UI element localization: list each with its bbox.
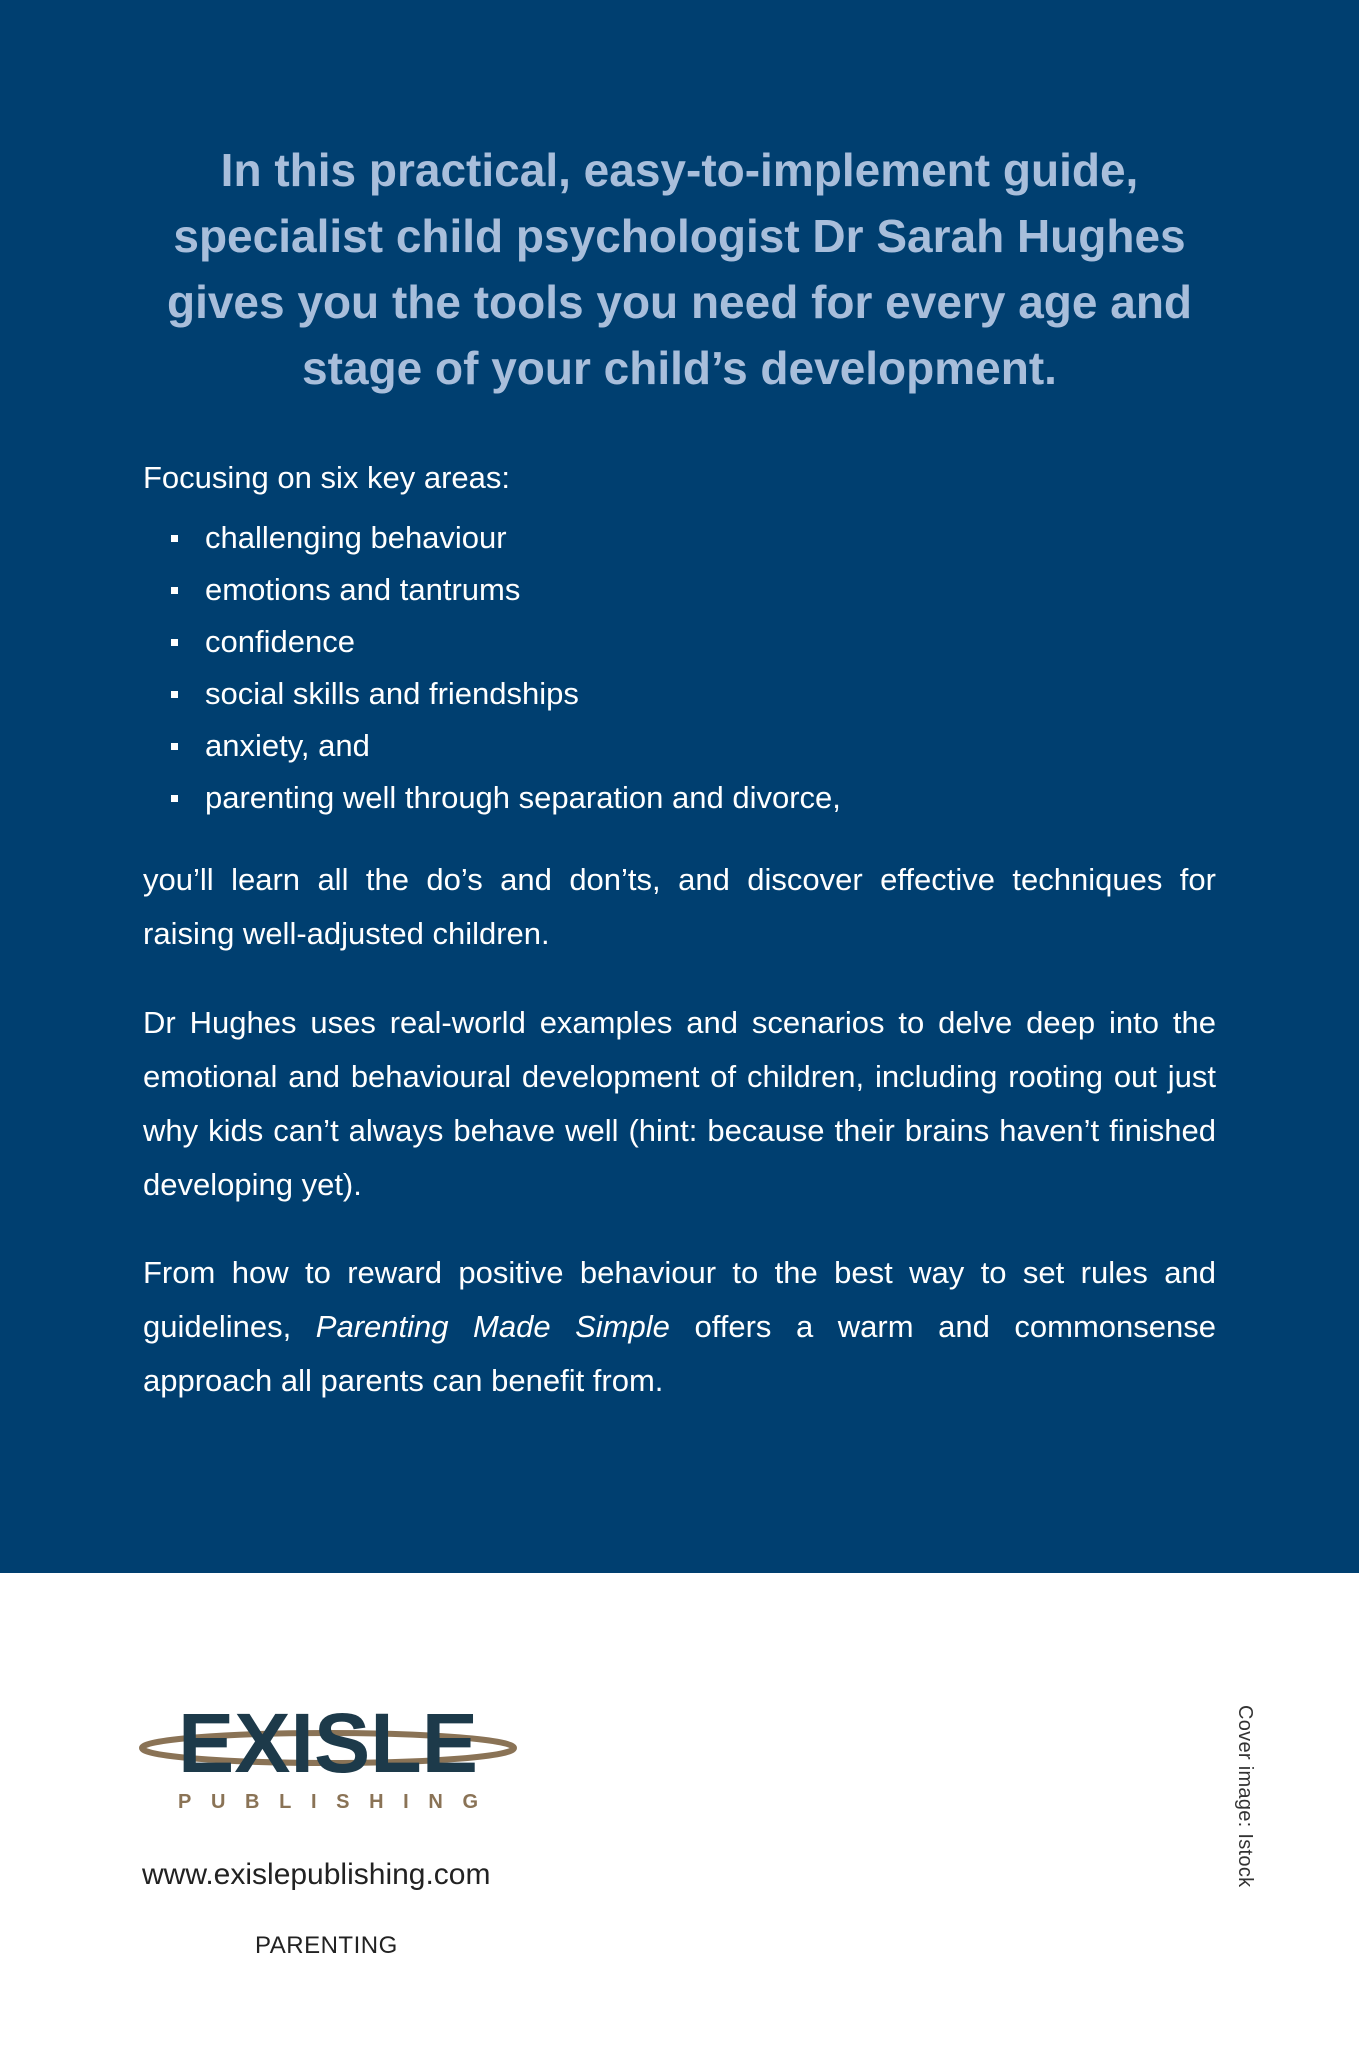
list-item: social skills and friendships (143, 668, 1216, 720)
list-item: anxiety, and (143, 720, 1216, 772)
publisher-website[interactable]: www.exislepublishing.com (142, 1858, 491, 1891)
list-item: emotions and tantrums (143, 564, 1216, 616)
lead-statement: In this practical, easy-to-implement guide, specialist child psychologist Dr Sarah Hughes gives you the tools you need for every age and stage of your child’s development. (166, 144, 1193, 394)
cover-image-credit: Cover image: Istock (1234, 1705, 1256, 1888)
key-areas-list (143, 512, 1216, 824)
paragraph-examples: Dr Hughes uses real-world examples and scenarios to delve deep into the emotional and behavioural development of children, including rooting out just why kids can’t always behave well (hint: because their brains haven’t finished developing yet). (143, 1005, 1216, 1202)
paragraph-outcome: you’ll learn all the do’s and don’ts, and discover effective techniques for raising well-adjusted children. (143, 862, 1216, 951)
logo-subtitle: PUBLISHING (178, 1791, 478, 1813)
paragraph-summary-end: offers a warm and commonsense approach all parents can benefit from. (143, 1309, 1216, 1398)
paragraph-summary (143, 1246, 1216, 1408)
list-item: confidence (143, 616, 1216, 668)
book-title: Parenting Made Simple (315, 1309, 670, 1344)
logo-wordmark: EXISLE (178, 1700, 478, 1790)
list-item: parenting well through separation and divorce, (143, 772, 1216, 824)
paragraph-summary-start: From how to reward positive behaviour to the best way to set rules and guidelines, (143, 1255, 1216, 1344)
category-label: PARENTING (255, 1932, 398, 1959)
list-item: challenging behaviour (143, 512, 1216, 564)
areas-intro: Focusing on six key areas: (143, 460, 511, 495)
exisle-publishing-logo (138, 1700, 518, 1818)
